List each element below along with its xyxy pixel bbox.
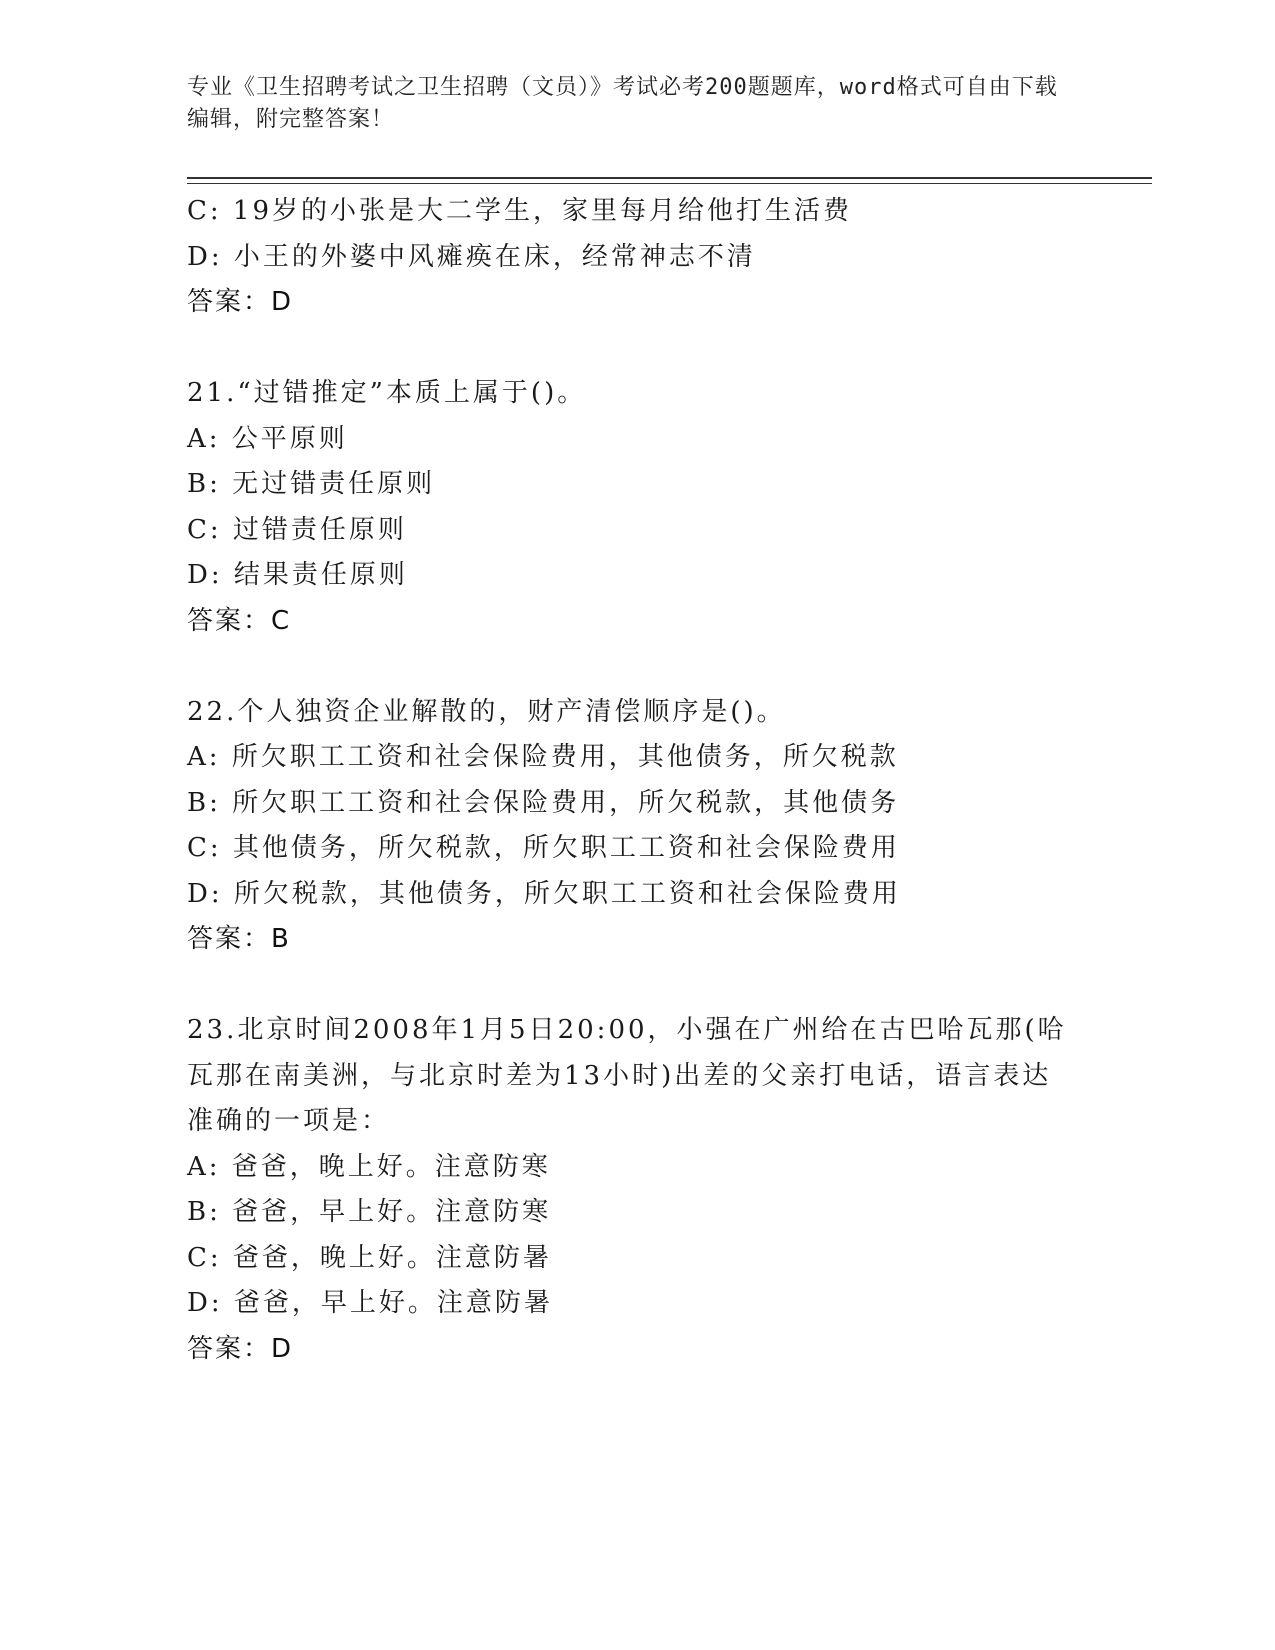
document-header: 专业《卫生招聘考试之卫生招聘（文员）》考试必考200题题库，word格式可自由下载编辑，附完整答案！ xyxy=(187,75,1058,132)
option-d: D: 小王的外婆中风瘫痪在床，经常神志不清 xyxy=(187,241,756,272)
option-d: D: 爸爸，早上好。注意防暑 xyxy=(187,1288,553,1318)
answer-line: 答案：D xyxy=(187,1333,294,1364)
question-stem: 21.“过错推定”本质上属于()。 xyxy=(187,378,587,408)
option-c: C: 过错责任原则 xyxy=(187,514,407,545)
option-b: B: 无过错责任原则 xyxy=(187,469,436,499)
spacer xyxy=(187,326,1087,372)
option-b: B: 爸爸，早上好。注意防寒 xyxy=(187,1197,552,1227)
option-b: B: 所欠职工工资和社会保险费用，所欠税款，其他债务 xyxy=(187,787,900,818)
spacer xyxy=(187,644,1087,690)
header-divider-thin xyxy=(187,183,1152,184)
question-stem: 23.北京时间2008年1月5日20:00，小强在广州给在古巴哈瓦那(哈瓦那在南美洲，与北京时差为13小时)出差的父亲打电话，语言表达准确的一项是： xyxy=(187,1015,1067,1136)
question-stem: 22.个人独资企业解散的，财产清偿顺序是()。 xyxy=(187,696,786,727)
option-c: C: 19岁的小张是大二学生，家里每月给他打生活费 xyxy=(187,196,853,226)
option-a: A: 爸爸，晚上好。注意防寒 xyxy=(187,1151,551,1182)
option-d: D: 结果责任原则 xyxy=(187,560,408,590)
spacer xyxy=(187,963,1087,1009)
option-d: D: 所欠税款，其他债务，所欠职工工资和社会保险费用 xyxy=(187,878,901,909)
option-c: C: 其他债务，所欠税款，所欠职工工资和社会保险费用 xyxy=(187,833,900,863)
option-c: C: 爸爸，晚上好。注意防暑 xyxy=(187,1242,552,1273)
answer-line: 答案：B xyxy=(187,924,291,954)
answer-line: 答案：C xyxy=(187,605,292,636)
option-a: A: 所欠职工工资和社会保险费用，其他债务，所欠税款 xyxy=(187,742,899,772)
header-divider-thick xyxy=(187,177,1152,179)
document-body xyxy=(187,189,1087,1372)
option-a: A: 公平原则 xyxy=(187,423,348,454)
answer-line: 答案：D xyxy=(187,287,294,317)
